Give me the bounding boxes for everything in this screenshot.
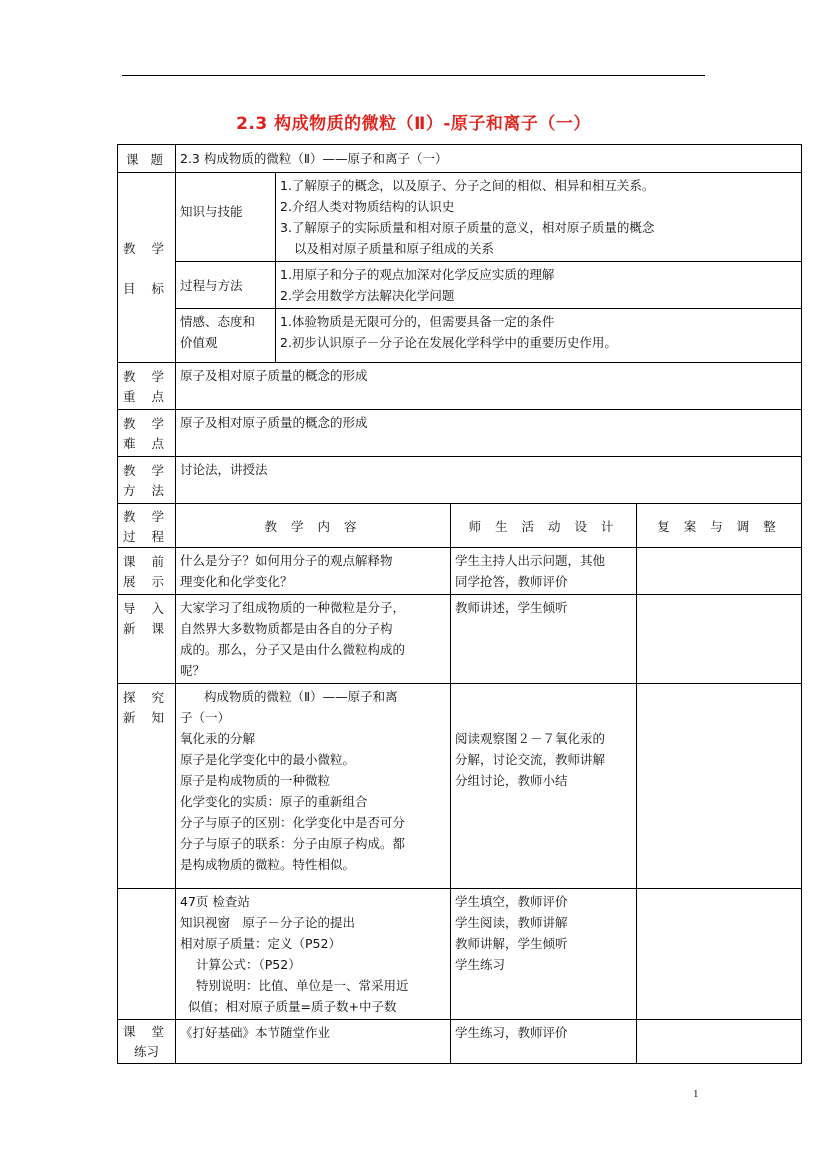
practice-label-1: 课 堂	[123, 1024, 170, 1039]
intro-activity-cell	[451, 595, 637, 684]
practice-label-cell	[118, 1020, 176, 1064]
method-label-1: 教 学	[123, 463, 170, 478]
intro-row	[118, 595, 802, 684]
method-row	[118, 457, 802, 504]
explore-row	[118, 684, 802, 889]
explore-activity-cell	[451, 684, 637, 889]
checkpoint-content-3: 相对原子质量：定义（P52）	[180, 936, 341, 951]
focus-value-cell	[176, 363, 802, 410]
checkpoint-content-cell	[176, 889, 451, 1020]
difficulty-label-cell	[118, 410, 176, 457]
emotion-label-1: 情感、态度和	[180, 314, 256, 329]
emotion-label-2: 价值观	[180, 335, 218, 350]
method-value-cell	[176, 457, 802, 504]
preview-content-cell	[176, 548, 451, 595]
topic-value: 2.3 构成物质的微粒（Ⅱ）——原子和离子（一）	[180, 151, 448, 166]
emotion-label-cell	[176, 309, 276, 363]
col-activity-label: 师 生 活 动 设 计	[468, 518, 619, 534]
col-content-label: 教 学 内 容	[264, 518, 362, 534]
difficulty-row	[118, 410, 802, 457]
process-header-label-2: 过 程	[123, 528, 170, 544]
practice-activity: 学生练习，教师评价	[455, 1025, 568, 1040]
explore-content-6: 化学变化的实质：原子的重新组合	[180, 794, 368, 809]
explore-label-2: 新 知	[123, 710, 170, 725]
intro-content-3: 成的。那么，分子又是由什么微粒构成的	[180, 642, 406, 657]
checkpoint-label-cell	[118, 889, 176, 1020]
goals-label-bottom: 目 标	[123, 280, 170, 296]
checkpoint-review-cell	[637, 889, 802, 1020]
preview-label-2: 展 示	[123, 574, 170, 589]
practice-row	[118, 1020, 802, 1064]
explore-content-5: 原子是构成物质的一种微粒	[180, 773, 331, 788]
explore-content-9: 是构成物质的微粒。特性相似。	[180, 857, 356, 872]
checkpoint-activity-cell	[451, 889, 637, 1020]
knowledge-line-2: 2.介绍人类对物质结构的认识史	[280, 199, 455, 214]
method-label-cell	[118, 457, 176, 504]
knowledge-line-1: 1.了解原子的概念，以及原子、分子之间的相似、相异和相互关系。	[280, 178, 655, 193]
practice-review-cell	[637, 1020, 802, 1064]
goals-process-row	[118, 262, 802, 309]
explore-content-3: 氧化汞的分解	[180, 731, 256, 746]
intro-content-4: 呢？	[180, 663, 206, 678]
explore-review-cell	[637, 684, 802, 889]
checkpoint-activity-4: 学生练习	[455, 957, 506, 972]
goals-label-top: 教 学	[123, 240, 170, 256]
checkpoint-content-1: 47页 检查站	[180, 894, 250, 909]
process-header-label-cell	[118, 504, 176, 548]
document-title: 2.3 构成物质的微粒（Ⅱ）-原子和离子（一）	[236, 114, 591, 134]
process-line-1: 1.用原子和分子的观点加深对化学反应实质的理解	[280, 267, 555, 282]
topic-label-cell	[118, 145, 176, 173]
col-review-header	[637, 504, 802, 548]
intro-label-1: 导 入	[123, 601, 170, 616]
explore-content-4: 原子是化学变化中的最小微粒。	[180, 752, 356, 767]
checkpoint-content-6: 似值；相对原子质量=质子数+中子数	[188, 999, 397, 1014]
explore-label-1: 探 究	[123, 690, 170, 705]
col-review-label: 复 案 与 调 整	[657, 518, 781, 534]
preview-label-1: 课 前	[123, 554, 170, 569]
checkpoint-row	[118, 889, 802, 1020]
knowledge-line-4: 以及相对原子质量和原子组成的关系	[294, 241, 495, 256]
difficulty-label-1: 教 学	[123, 416, 170, 431]
checkpoint-content-4: 计算公式：（P52）	[196, 957, 301, 972]
col-content-header	[176, 504, 451, 548]
preview-activity-cell	[451, 548, 637, 595]
checkpoint-activity-1: 学生填空，教师评价	[455, 894, 568, 909]
explore-content-2: 子（一）	[180, 710, 231, 725]
process-header-label-1: 教 学	[123, 508, 170, 524]
method-label-2: 方 法	[123, 483, 170, 498]
emotion-line-1: 1.体验物质是无限可分的，但需要具备一定的条件	[280, 314, 555, 329]
col-activity-header	[451, 504, 637, 548]
intro-label-2: 新 课	[123, 621, 170, 636]
focus-value: 原子及相对原子质量的概念的形成	[180, 368, 368, 383]
lesson-plan-table	[117, 144, 802, 1064]
explore-activity-2: 分解，讨论交流，教师讲解	[455, 752, 606, 767]
process-content-cell	[276, 262, 802, 309]
goals-emotion-row	[118, 309, 802, 363]
preview-activity-1: 学生主持人出示问题，其他	[455, 553, 606, 568]
preview-label-cell	[118, 548, 176, 595]
explore-content-7: 分子与原子的区别：化学变化中是否可分	[180, 815, 406, 830]
explore-content-cell	[176, 684, 451, 889]
header-rule	[122, 75, 705, 76]
practice-label-2: 练习	[133, 1044, 159, 1059]
topic-value-cell	[176, 145, 802, 173]
focus-label-1: 教 学	[123, 369, 170, 384]
practice-content-cell	[176, 1020, 451, 1064]
checkpoint-activity-2: 学生阅读，教师讲解	[455, 915, 568, 930]
process-label: 过程与方法	[180, 277, 243, 293]
explore-activity-1: 阅读观察图２－７氧化汞的	[455, 731, 606, 746]
intro-label-cell	[118, 595, 176, 684]
intro-content-2: 自然界大多数物质都是由各自的分子构	[180, 621, 393, 636]
knowledge-label: 知识与技能	[180, 204, 243, 219]
goals-label-cell	[118, 173, 176, 363]
practice-content: 《打好基础》本节随堂作业	[180, 1025, 331, 1040]
page-number: 1	[693, 1088, 699, 1100]
explore-activity-3: 分组讨论，教师小结	[455, 773, 568, 788]
method-value: 讨论法，讲授法	[180, 462, 268, 477]
preview-activity-2: 同学抢答，教师评价	[455, 574, 568, 589]
explore-content-8: 分子与原子的联系：分子由原子构成。都	[180, 836, 406, 851]
intro-content-cell	[176, 595, 451, 684]
goals-knowledge-row	[118, 173, 802, 262]
difficulty-value: 原子及相对原子质量的概念的形成	[180, 415, 368, 430]
focus-row	[118, 363, 802, 410]
process-label-cell	[176, 262, 276, 309]
topic-row	[118, 145, 802, 173]
intro-activity-1: 教师讲述，学生倾听	[455, 600, 568, 615]
focus-label-cell	[118, 363, 176, 410]
intro-content-1: 大家学习了组成物质的一种微粒是分子，	[180, 600, 406, 615]
explore-label-cell	[118, 684, 176, 889]
preview-content-1: 什么是分子？如何用分子的观点解释物	[180, 553, 393, 568]
knowledge-label-cell	[176, 173, 276, 262]
emotion-line-2: 2.初步认识原子－分子论在发展化学科学中的重要历史作用。	[280, 335, 617, 350]
emotion-content-cell	[276, 309, 802, 363]
explore-content-1: 构成物质的微粒（Ⅱ）——原子和离	[204, 689, 398, 704]
difficulty-label-2: 难 点	[123, 436, 170, 451]
practice-activity-cell	[451, 1020, 637, 1064]
checkpoint-content-5: 特别说明：比值、单位是一、常采用近	[196, 978, 409, 993]
process-header-row	[118, 504, 802, 548]
topic-label: 课 题	[126, 151, 167, 167]
process-line-2: 2.学会用数学方法解决化学问题	[280, 288, 455, 303]
focus-label-2: 重 点	[123, 389, 170, 404]
preview-content-2: 理变化和化学变化？	[180, 574, 293, 589]
preview-row	[118, 548, 802, 595]
knowledge-content-cell	[276, 173, 802, 262]
checkpoint-content-2: 知识视窗 原子－分子论的提出	[180, 915, 356, 930]
preview-review-cell	[637, 548, 802, 595]
knowledge-line-3: 3.了解原子的实际质量和相对原子质量的意义，相对原子质量的概念	[280, 220, 655, 235]
difficulty-value-cell	[176, 410, 802, 457]
checkpoint-activity-3: 教师讲解，学生倾听	[455, 936, 568, 951]
intro-review-cell	[637, 595, 802, 684]
